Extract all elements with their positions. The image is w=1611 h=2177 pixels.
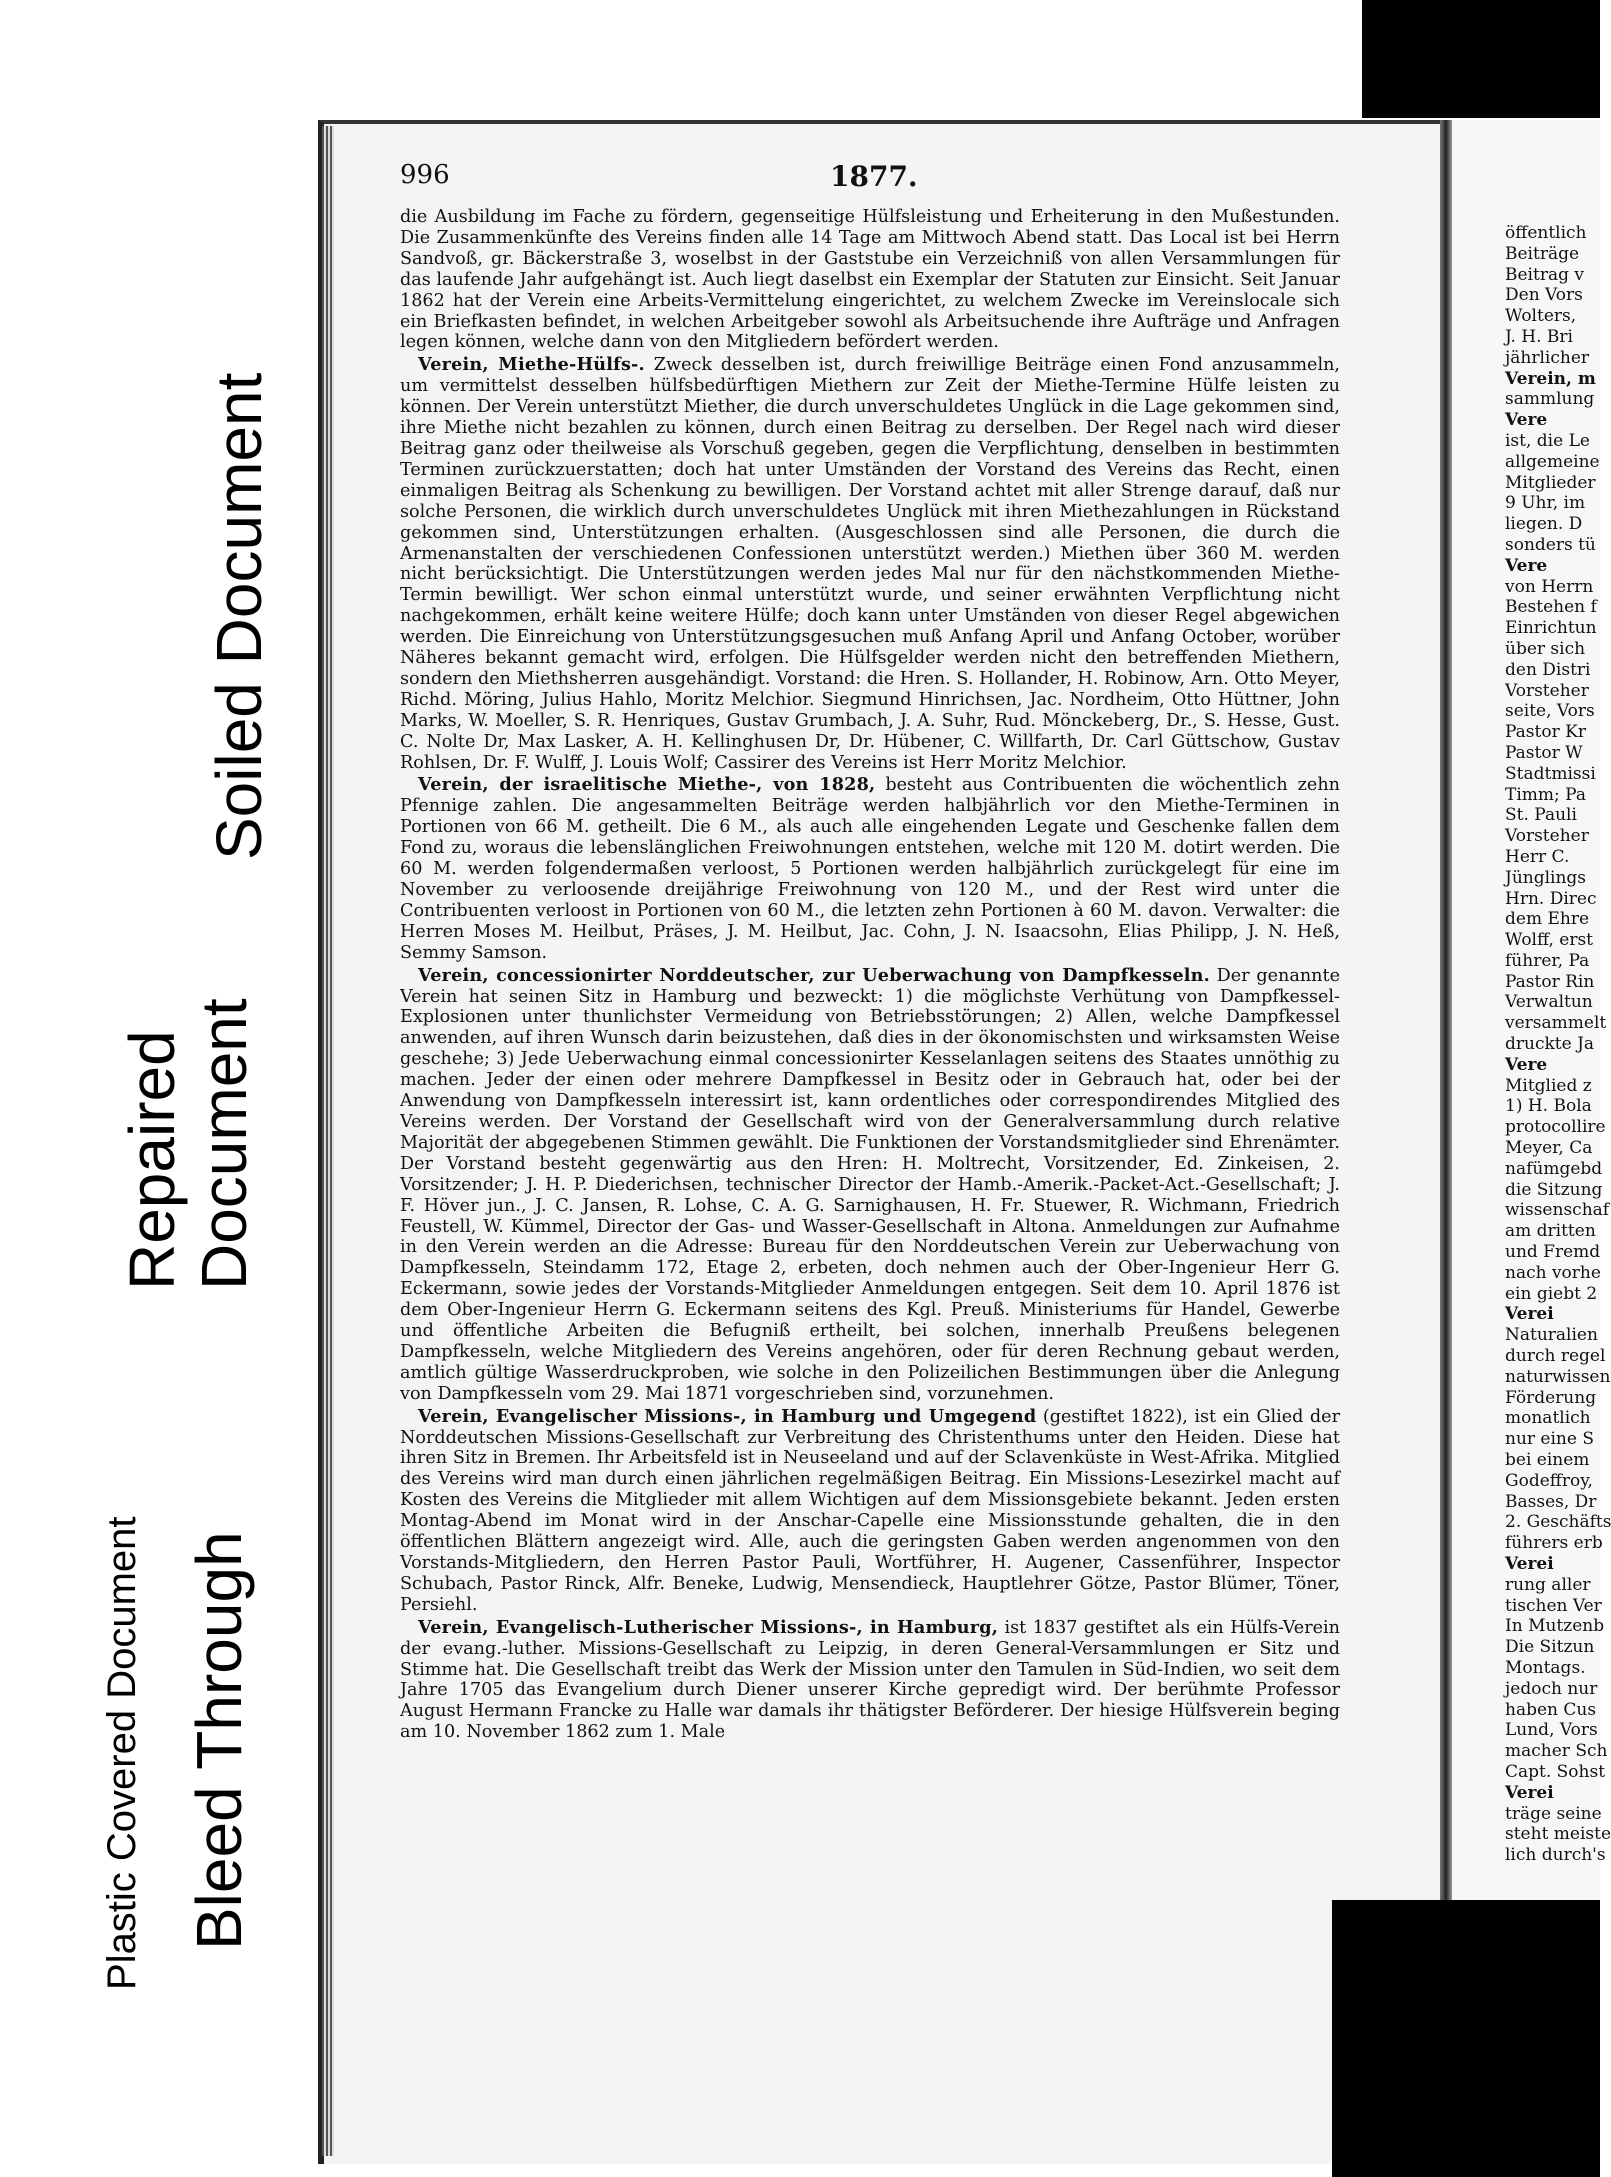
adjacent-page-line: Vere [1505, 555, 1548, 576]
adjacent-page-line: Pastor W [1505, 742, 1583, 763]
adjacent-page-line: Bestehen f [1505, 597, 1597, 618]
adjacent-page-line: seite, Vors [1505, 701, 1595, 722]
adjacent-page-line: protocollire [1505, 1117, 1606, 1138]
adjacent-page-line: wissenschaf [1505, 1200, 1610, 1221]
adjacent-page-line: J. H. Bri [1505, 326, 1573, 347]
adjacent-page-line: Vere [1505, 410, 1548, 431]
entry-text: besteht aus Contribuenten die wöchentlich zehn Pfennige zahlen. Die angesammelten Beiträge werden halbjährlich vor den Miethe-Terminen in Portionen von 66 M. getheilt. Die 6 M., als auch alle eingehenden Legate und Geschenke fallen dem Fond zu, woraus die lebenslänglichen Freiwohnungen entstehen, welche mit 120 M. dotirt werden. Die 60 M. werden folgendermaßen verloost, 5 Portionen werden halbjährlich zurückgelegt für eine im November zu verloosende dreijährige Freiwohnung von 120 M., und der Rest wird unter die Contribuenten verloost in Portionen von 60 M., die letzten zehn Portionen à 60 M. davon. Verwalter: die Herren Moses M. Heilbut, Präses, J. M. Heilbut, Jac. Cohn, J. N. Isaacsohn, Elias Philipp, J. N. Heß, Semmy Samson. [400, 775, 1341, 963]
main-text-column [400, 207, 1340, 1745]
adjacent-page-line: Herr C. [1505, 846, 1570, 867]
adjacent-page-line: Mitglieder [1505, 472, 1596, 493]
adjacent-page-line: sonders tü [1505, 534, 1596, 555]
adjacent-page-line: druckte Ja [1505, 1034, 1595, 1055]
adjacent-page-line: Hrn. Direc [1505, 888, 1597, 909]
adjacent-page-line: Stadtmissi [1505, 763, 1596, 784]
entry-text: Der genannte Verein hat seinen Sitz in Hamburg und bezweckt: 1) die möglichste Verhütung von Dampfkessel-Explosionen unter thunlichster Vermeidung von Betriebsstörungen; 2) Allen, welche Dampfkessel anwenden, auf ihren Wunsch darin beizustehen, daß dies in der ökonomischsten und wirksamsten Weise geschehe; 3) Jede Ueberwachung einmal concessionirter Kesselanlagen seitens des Staates unnöthig zu machen. Jeder der einen oder mehrere Dampfkessel in Besitz oder in Gebrauch hat, oder bei der Anwendung von Dampfkesseln interessirt ist, kann ordentliches oder correspondirendes Mitglied des Vereins werden. Der Vorstand der Gesellschaft wird von der Generalversammlung durch relative Majorität der abgegebenen Stimmen gewählt. Die Funktionen der Vorstandsmitglieder sind Ehrenämter. Der Vorstand besteht gegenwärtig aus den Hren: H. Moltrecht, Vorsitzender, Ed. Zinkeisen, 2. Vorsitzender; J. H. P. Diederichsen, technischer Director der Hamb.-Amerik.-Packet-Act.-Gesellschaft; J. F. Höver jun., J. C. Jansen, R. Lohse, C. A. G. Sarnighausen, H. Fr. Stuewer, R. Wichmann, Friedrich Feustell, W. Kümmel, Director der Gas- und Wasser-Gesellschaft in Altona. Anmeldungen zur Aufnahme in den Verein werden an die Adresse: Bureau für den Norddeutschen Verein zur Ueberwachung von Dampfkesseln, Steindamm 172, Etage 2, erbeten, doch nehmen auch der Ober-Ingenieur Herr G. Eckermann, sowie jedes der Vorstands-Mitglieder Anmeldungen entgegen. Seit dem 10. April 1876 ist dem Ober-Ingenieur Herrn G. Eckermann seitens des Kgl. Preuß. Ministeriums für Handel, Gewerbe und öffentliche Arbeiten die Befugniß ertheilt, bei solchen, innerhalb Preußens belegenen Dampfkesseln, welche Mitgliedern des Vereins angehören, oder für deren Rechnung gebaut werden, amtlich gültige Wasserdruckproben, wie solche in den Polizeilichen Bestimmungen über die Anlegung von Dampfkesseln vom 29. Mai 1871 vorgeschrieben sind, vorzunehmen. [400, 965, 1340, 1404]
page-year-heading: 1877. [830, 160, 918, 193]
adjacent-page-line: 2. Geschäfts [1505, 1512, 1611, 1533]
adjacent-page-line: den Distri [1505, 659, 1591, 680]
adjacent-page-line: lich durch's [1505, 1845, 1606, 1866]
adjacent-page-line: Beiträge [1505, 243, 1580, 264]
soiled-document-stamp: Soiled Document [203, 372, 275, 860]
adjacent-page-line: Verwaltun [1505, 992, 1593, 1013]
entry-heading: Verein, Evangelisch-Lutherischer Missions-, in Hamburg, [418, 1616, 999, 1638]
adjacent-page-text [1505, 223, 1611, 1866]
adjacent-page-line: Die Sitzun [1505, 1637, 1595, 1658]
adjacent-page-line: jedoch nur [1505, 1678, 1598, 1699]
adjacent-page-line: Beitrag v [1505, 264, 1584, 285]
adjacent-page-line: Verei [1505, 1304, 1554, 1325]
entry-israelitische-miethe [400, 775, 1340, 963]
adjacent-page-line: versammelt [1505, 1013, 1607, 1034]
adjacent-page-line: Vere [1505, 1054, 1548, 1075]
paragraph-intro [400, 207, 1340, 353]
entry-miethe-huelfs [400, 355, 1340, 773]
entry-text: die Ausbildung im Fache zu fördern, gegenseitige Hülfsleistung und Erheiterung in den Mußestunden. Die Zusammenkünfte des Vereins finden alle 14 Tage am Mittwoch Abend statt. Das Local ist bei Herrn Sandvoß, gr. Bäckerstraße 3, woselbst in der Gaststube ein Verzeichniß von allen Versammlungen für das laufende Jahr aufgehängt ist. Auch liegt daselbst ein Exemplar der Statuten zur Einsicht. Seit Januar 1862 hat der Verein eine Arbeits-Vermittelung eingerichtet, zu welchem Zwecke im Vereinslocale sich ein Briefkasten befindet, in welchen Arbeitgeber sowohl als Arbeitsuchende ihre Aufträge und Anfragen legen können, welche dann von den Mitgliedern befördert werden. [400, 207, 1340, 353]
entry-dampfkessel [400, 966, 1340, 1405]
repaired-document-stamp: Document [188, 998, 260, 1290]
adjacent-page-line: ein giebt 2 [1505, 1283, 1598, 1304]
entry-lutherischer-missions [400, 1618, 1340, 1743]
adjacent-page-line: Jünglings [1505, 867, 1587, 888]
adjacent-page-line: tischen Ver [1505, 1595, 1602, 1616]
adjacent-page-line: Verein, m [1505, 368, 1596, 389]
adjacent-page-line: rung aller [1505, 1574, 1591, 1595]
plastic-covered-stamp: Plastic Covered Document [100, 1516, 144, 1990]
adjacent-page-line: Lund, Vors [1505, 1720, 1598, 1741]
entry-text: Zweck desselben ist, durch freiwillige Beiträge einen Fond anzusammeln, um vermittelst desselben hülfsbedürftigen Miethern zur Zeit der Miethe-Termine Hülfe leisten zu können. Der Verein unterstützt Miether, die durch unverschuldetes Unglück in die Lage gekommen sind, ihre Miethe nicht bezahlen zu können, durch einen Beitrag zu derselben. Der Regel nach wird dieser Beitrag ganz oder theilweise als Vorschuß gegeben, gegen die Verpflichtung, denselben in bestimmten Terminen zurückzuerstatten; doch hat unter Umständen der Vorstand des Vereins das Recht, einen einmaligen Beitrag als Schenkung zu bewilligen. Der Vorstand achtet mit aller Strenge darauf, daß nur solche Personen, die wirklich durch unverschuldetes Unglück mit ihren Miethezahlungen in Rückstand gekommen sind, Unterstützungen erhalten. (Ausgeschlossen sind alle Personen, die durch die Armenanstalten der verschiedenen Confessionen unterstützt werden.) Miethen über 360 M. werden nicht berücksichtigt. Die Unterstützungen werden jedes Mal nur für den nächstkommenden Miethe-Termin bewilligt. Wer schon einmal unterstützt wurde, und seiner erwähnten Verpflichtung nicht nachgekommen, erhält keine weitere Hülfe; doch kann unter Umständen von dieser Regel abgewichen werden. Die Einreichung von Unterstützungsgesuchen muß Anfang April und Anfang October, worüber Näheres bekannt gemacht wird, erfolgen. Die Hülfsgelder werden nicht den betreffenden Miethern, sondern den Miethsherren ausgehändigt. Vorstand: die Hren. S. Hollander, H. Robinow, Arn. Otto Meyer, Richd. Möring, Julius Hahlo, Moritz Melchior. Siegmund Hinrichsen, Jac. Nordheim, Otto Hüttner, John Marks, W. Moeller, S. R. Henriques, Gustav Grumbach, J. A. Suhr, Rud. Mönckeberg, Dr., S. Hesse, Gust. C. Nolte Dr, Max Lasker, A. H. Kellinghusen Dr, Dr. Hübener, C. Willfarth, Dr. Carl Güttschow, Gustav Rohlsen, Dr. F. Wulff, J. Louis Wolf; Cassirer des Vereins ist Herr Moritz Melchior. [400, 355, 1341, 773]
adjacent-page-line: führers erb [1505, 1533, 1603, 1554]
adjacent-page-line: Den Vors [1505, 285, 1583, 306]
adjacent-page-line: die Sitzung [1505, 1179, 1603, 1200]
adjacent-page-line: In Mutzenb [1505, 1616, 1605, 1637]
entry-heading: Verein, concessionirter Norddeutscher, zur Ueberwachung von Dampfkesseln. [418, 964, 1210, 986]
adjacent-page-line: nafümgebd [1505, 1158, 1603, 1179]
adjacent-page-line: ist, die Le [1505, 430, 1590, 451]
adjacent-page-line: steht meiste [1505, 1824, 1611, 1845]
adjacent-page-line: jährlicher [1505, 347, 1590, 368]
black-tab-bottom [1332, 1900, 1600, 2177]
adjacent-page-line: nur eine S [1505, 1429, 1594, 1450]
adjacent-page-line: Capt. Sohst [1505, 1761, 1606, 1782]
adjacent-page-line: monatlich [1505, 1408, 1591, 1429]
adjacent-page-line: von Herrn [1505, 576, 1594, 597]
adjacent-page-line: durch regel [1505, 1346, 1606, 1367]
adjacent-page-line: über sich [1505, 638, 1586, 659]
adjacent-page-line: 1) H. Bola [1505, 1096, 1592, 1117]
adjacent-page-line: liegen. D [1505, 514, 1583, 535]
book-gutter [1440, 120, 1452, 2160]
adjacent-page-line: macher Sch [1505, 1741, 1608, 1762]
adjacent-page-line: Verei [1505, 1554, 1554, 1574]
adjacent-page [1452, 120, 1611, 2160]
adjacent-page-line: Wolff, erst [1505, 930, 1594, 951]
adjacent-page-line: haben Cus [1505, 1699, 1597, 1720]
repaired-stamp: Repaired [116, 1030, 188, 1290]
page-number: 996 [400, 160, 450, 190]
adjacent-page-line: Förderung [1505, 1387, 1597, 1408]
adjacent-page-line: nach vorhe [1505, 1262, 1601, 1283]
adjacent-page-line: St. Pauli [1505, 805, 1577, 826]
page-edge-strip [322, 126, 334, 2156]
entry-text: ist 1837 gestiftet als ein Hülfs-Verein der evang.-luther. Missions-Gesellschaft zu Leipzig, in deren General-Versammlungen er Sitz und Stimme hat. Die Gesellschaft treibt das Werk der Mission unter den Tamulen in Süd-Indien, wo seit dem Jahre 1705 das Evangelium durch Diener unserer Kirche gepredigt wird. Der berühmte Professor August Hermann Francke zu Halle war damals ihr thätigster Beförderer. Der hiesige Hülfsverein beging am 10. November 1862 zum 1. Male [400, 1617, 1340, 1743]
adjacent-page-line: Meyer, Ca [1505, 1138, 1593, 1159]
black-tab-top [1362, 0, 1600, 118]
adjacent-page-line: Verei [1505, 1782, 1554, 1803]
adjacent-page-line: führer, Pa [1505, 950, 1590, 971]
adjacent-page-line: Wolters, [1505, 306, 1577, 327]
adjacent-page-line: öffentlich [1505, 223, 1587, 243]
adjacent-page-line: 9 Uhr, im [1505, 493, 1586, 514]
bleed-through-stamp: Bleed Through [183, 1531, 255, 1950]
adjacent-page-line: Pastor Kr [1505, 722, 1586, 743]
adjacent-page-line: Godeffroy, [1505, 1470, 1593, 1491]
entry-heading: Verein, Evangelischer Missions-, in Hamburg und Umgegend [418, 1405, 1037, 1427]
adjacent-page-line: Montags. [1505, 1657, 1586, 1678]
adjacent-page-line: Timm; Pa [1505, 784, 1586, 805]
adjacent-page-line: allgemeine [1505, 451, 1600, 472]
adjacent-page-line: Vorsteher [1505, 680, 1589, 701]
adjacent-page-line: sammlung [1505, 389, 1595, 410]
entry-text: (gestiftet 1822), ist ein Glied der Norddeutschen Missions-Gesellschaft zur Verbreitung des Christenthums unter den Heiden. Diese hat ihren Sitz in Bremen. Ihr Arbeitsfeld ist in Neuseeland und auf der Sclavenküste in West-Afrika. Mitglied des Vereins wird man durch einen jährlichen regelmäßigen Beitrag. Ein Missions-Lesezirkel macht auf Kosten des Vereins die Mitglieder mit allem Wichtigen auf dem Missionsgebiete bekannt. Jeden ersten Montag-Abend im Monat wird in der Anschar-Capelle eine Missionsstunde gehalten, die in den öffentlichen Blättern angezeigt wird. Alle, auch die geringsten Gaben werden angenommen von den Vorstands-Mitgliedern, den Herren Pastor Pauli, Wortführer, H. Augener, Cassenführer, Inspector Schubach, Pastor Rinck, Alfr. Beneke, Ludwig, Mensendieck, Hauptlehrer Götze, Pastor Blümer, Töner, Persiehl. [400, 1406, 1340, 1615]
adjacent-page-line: Einrichtun [1505, 618, 1597, 639]
entry-heading: Verein, Miethe-Hülfs-. [418, 354, 645, 376]
adjacent-page-line: Basses, Dr [1505, 1491, 1597, 1512]
adjacent-page-line: dem Ehre [1505, 909, 1590, 930]
entry-evangelischer-missions [400, 1407, 1340, 1616]
adjacent-page-line: naturwissen [1505, 1366, 1611, 1387]
adjacent-page-line: Vorsteher [1505, 826, 1589, 847]
adjacent-page-line: Naturalien [1505, 1325, 1598, 1346]
adjacent-page-line: Pastor Rin [1505, 971, 1595, 992]
adjacent-page-line: am dritten [1505, 1221, 1596, 1242]
adjacent-page-line: träge seine [1505, 1803, 1602, 1824]
adjacent-page-line: bei einem [1505, 1450, 1590, 1471]
adjacent-page-line: Mitglied z [1505, 1075, 1592, 1096]
page-header [400, 160, 1340, 200]
entry-heading: Verein, der israelitische Miethe-, von 1828, [418, 774, 876, 796]
adjacent-page-line: und Fremd [1505, 1242, 1601, 1263]
